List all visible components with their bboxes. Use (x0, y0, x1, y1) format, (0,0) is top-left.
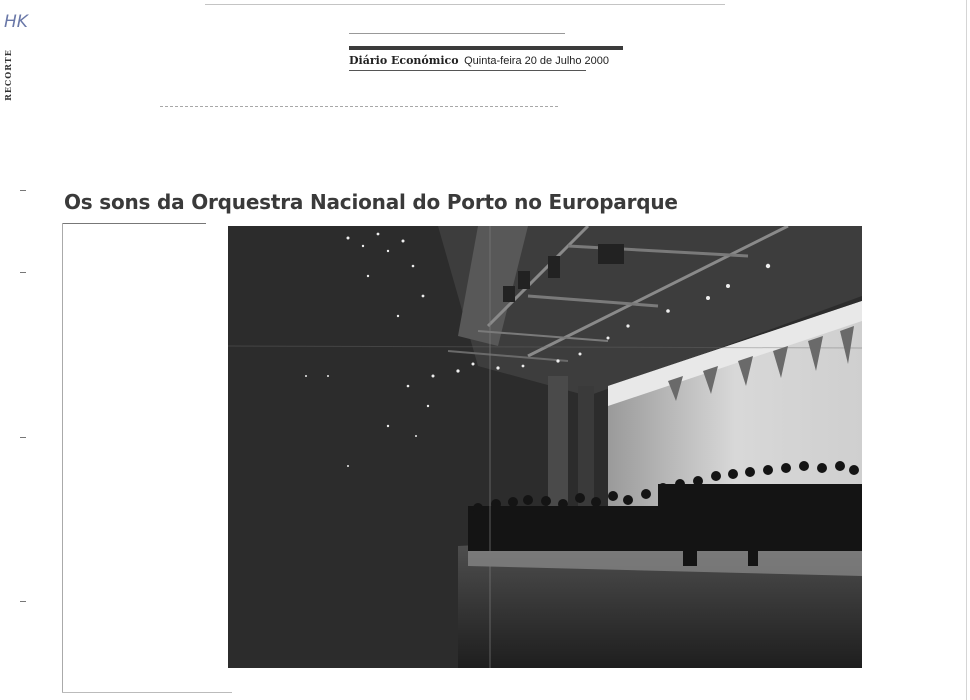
orchestra-concert-hall-icon (228, 226, 862, 668)
masthead-thick-rule (349, 46, 623, 50)
concert-photo (228, 226, 862, 668)
masthead (349, 54, 609, 67)
recorte-stamp: RECORTE (3, 49, 13, 101)
margin-tick (20, 601, 26, 602)
scan-right-edge (966, 0, 967, 700)
margin-tick (20, 190, 26, 191)
publication-date: Quinta-feira 20 de Julho 2000 (464, 55, 610, 67)
dotted-separator (160, 106, 558, 107)
masthead-thin-rule (349, 33, 565, 34)
article-headline: Os sons da Orquestra Nacional do Porto no Europarque (64, 190, 678, 214)
handwritten-initials: HK (4, 12, 28, 32)
faint-scan-line (205, 4, 725, 5)
margin-tick (20, 437, 26, 438)
clipping-bottom-edge (62, 692, 232, 693)
masthead-underline (349, 70, 586, 71)
column-left-border (62, 223, 63, 693)
column-top-rule (62, 223, 206, 224)
margin-tick (20, 272, 26, 273)
publication-name: Diário Económico (349, 54, 459, 67)
